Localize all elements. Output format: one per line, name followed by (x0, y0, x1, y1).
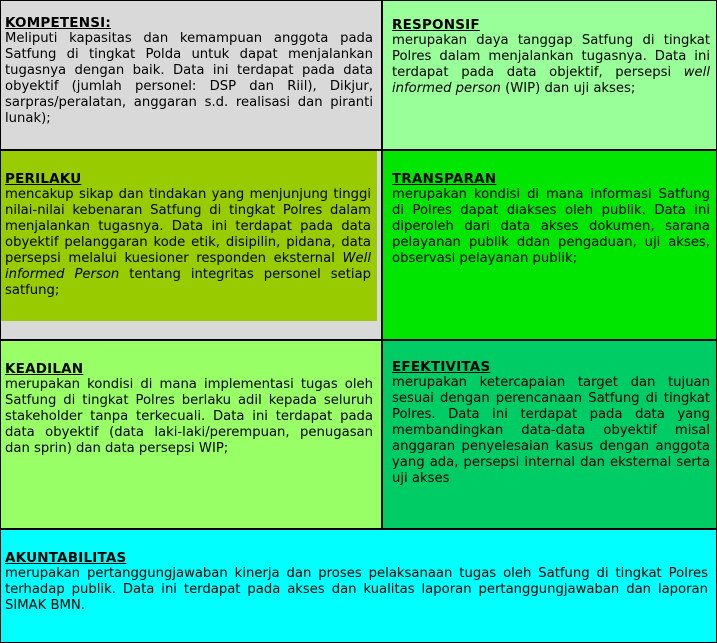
cell-efektivitas (382, 340, 717, 529)
kompetensi-text: Meliputi kapasitas dan kemampuan anggota pada Satfung di tingkat Polda untuk dapat menjalankan tugasnya dengan baik. Data ini terdapat pada data obyektif (jumlah personel: DSP dan Riil), Dikjur, sarpras/peralatan, anggaran s.d. realisasi dan piranti lunak); (5, 31, 373, 126)
cell-responsif (382, 0, 717, 150)
kompetensi-title: KOMPETENSI: (5, 15, 111, 31)
perilaku-title: PERILAKU (5, 171, 82, 187)
transparan-title: TRANSPARAN (392, 171, 497, 187)
perilaku-panel (1, 151, 377, 321)
akuntabilitas-title: AKUNTABILITAS (5, 550, 127, 566)
keadilan-text: merupakan kondisi di mana implementasi tugas oleh Satfung di tingkat Polres berlaku adil kepada seluruh stakeholder tanpa terkecuali. Data ini terdapat pada data obyektif (data laki-laki/perempuan, penugasan dan sprin) dan data persepsi WIP; (5, 377, 373, 456)
cell-akuntabilitas (0, 529, 717, 643)
perilaku-text: mencakup sikap dan tindakan yang menjunjung tinggi nilai-nilai kebenaran Satfung di tingkat Polres dalam menjalankan tugasnya. Data ini terdapat pada data obyektif pelanggaran kode etik, disipilin, pidana, data persepsi melalui kuesioner responden eksternal Well informed Person tentang integritas personel setiap satfung; (5, 187, 371, 298)
responsif-title: RESPONSIF (392, 17, 480, 33)
transparan-text: merupakan kondisi di mana informasi Satfung di Polres dapat diakses oleh publik. Data ini diperoleh dari data akses dokumen, sarana pelayanan publik ddan pengaduan, uji akses, observasi pelayanan publik; (392, 187, 710, 266)
efektivitas-text: merupakan ketercapaian target dan tujuan sesuai dengan perencanaan Satfung di tingkat Polres. Data ini terdapat pada data yang membandingkan data-data obyektif misal anggaran penyelesaian kasus dengan anggota yang ada, persepsi internal dan eksternal serta uji akses (392, 375, 710, 486)
akuntabilitas-text: merupakan pertanggungjawaban kinerja dan proses pelaksanaan tugas oleh Satfung di tingkat Polres terhadap publik. Data ini terdapat pada akses dan kualitas laporan pertanggungjawaban dan laporan SIMAK BMN. (5, 566, 708, 613)
cell-transparan (382, 150, 717, 340)
cell-kompetensi (0, 0, 382, 150)
cell-perilaku (0, 150, 382, 340)
responsif-text: merupakan daya tanggap Satfung di tingkat Polres dalam menjalankan tugasnya. Data ini terdapat pada data objektif, persepsi well informed person (WIP) dan uji akses; (392, 33, 710, 96)
keadilan-title: KEADILAN (5, 361, 84, 377)
cell-keadilan (0, 340, 382, 529)
efektivitas-title: EFEKTIVITAS (392, 359, 491, 375)
